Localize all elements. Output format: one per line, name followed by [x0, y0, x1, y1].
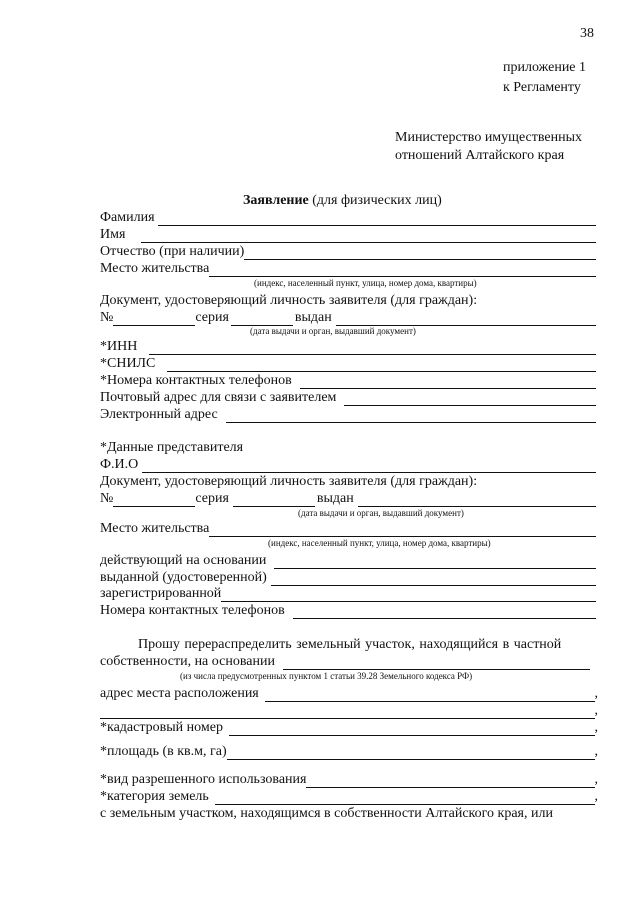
rep-residence-hint: (индекс, населенный пункт, улица, номер дома, квартиры) — [268, 538, 491, 548]
surname-field[interactable] — [100, 210, 596, 226]
land-category-label: *категория земель — [100, 789, 209, 804]
rep-residence-label: Место жительства — [100, 521, 210, 536]
address-cont-input-line[interactable] — [100, 706, 595, 719]
id-doc-row[interactable] — [100, 310, 596, 326]
patronymic-input-line[interactable] — [244, 247, 596, 260]
issued-cert-input-line[interactable] — [271, 573, 596, 586]
phones-input-line[interactable] — [300, 376, 596, 389]
acting-basis-label: действующий на основании — [100, 553, 267, 568]
request-last-line: с земельным участком, находящимся в собственности Алтайского края, или — [100, 806, 553, 821]
use-type-input-line[interactable] — [306, 775, 594, 788]
address-cont-field[interactable] — [100, 703, 598, 719]
residence-label: Место жительства — [100, 261, 210, 276]
rep-id-issued-label: выдан — [316, 491, 354, 506]
name-label: Имя — [100, 227, 126, 242]
id-issued-label: выдан — [294, 310, 332, 325]
snils-field[interactable] — [100, 356, 596, 372]
form-title — [243, 193, 442, 209]
cadastral-comma: , — [594, 720, 598, 735]
issued-cert-label: выданной (удостоверенной) — [100, 570, 267, 585]
area-field[interactable] — [100, 744, 598, 760]
rep-fio-field[interactable] — [100, 457, 596, 473]
area-input-line[interactable] — [227, 747, 595, 760]
rep-id-number-input-line[interactable] — [113, 494, 195, 507]
surname-label: Фамилия — [100, 210, 155, 225]
registered-label: зарегистрированной — [100, 586, 222, 601]
representative-header: *Данные представителя — [100, 440, 244, 455]
acting-basis-input-line[interactable] — [274, 556, 596, 569]
rep-residence-field[interactable] — [100, 521, 596, 537]
cadastral-input-line[interactable] — [229, 723, 595, 736]
patronymic-field[interactable] — [100, 244, 596, 260]
postal-field[interactable] — [100, 390, 596, 406]
use-type-field[interactable] — [100, 772, 598, 788]
cadastral-label: *кадастровый номер — [100, 720, 223, 735]
registered-input-line[interactable] — [221, 589, 596, 602]
rep-phones-input-line[interactable] — [293, 606, 596, 619]
request-basis-field[interactable] — [100, 654, 590, 670]
request-basis-hint: (из числа предусмотренных пунктом 1 статьи 39.28 Земельного кодекса РФ) — [180, 671, 473, 681]
residence-hint: (индекс, населенный пункт, улица, номер дома, квартиры) — [254, 278, 477, 288]
id-no-label: № — [100, 310, 114, 325]
id-issued-input-line[interactable] — [336, 313, 596, 326]
issued-cert-field[interactable] — [100, 570, 596, 586]
form-title-rest: (для физических лиц) — [308, 193, 442, 208]
rep-id-doc-label: Документ, удостоверяющий личность заявителя (для граждан): — [100, 474, 478, 489]
rep-id-no-label: № — [100, 491, 114, 506]
land-category-input-line[interactable] — [215, 792, 595, 805]
rep-phones-field[interactable] — [100, 603, 596, 619]
address-input-line[interactable] — [265, 689, 595, 702]
address-label: адрес места расположения — [100, 686, 259, 701]
rep-phones-label: Номера контактных телефонов — [100, 603, 285, 618]
inn-input-line[interactable] — [149, 342, 596, 355]
use-type-label: *вид разрешенного использования — [100, 772, 307, 787]
rep-id-series-input-line[interactable] — [233, 494, 315, 507]
postal-input-line[interactable] — [344, 393, 596, 406]
rep-id-issued-hint: (дата выдачи и орган, выдавший документ) — [298, 508, 464, 518]
registered-field[interactable] — [100, 586, 596, 602]
id-doc-label: Документ, удостоверяющий личность заявителя (для граждан): — [100, 293, 478, 308]
request-basis-label: собственности, на основании — [100, 654, 275, 669]
email-field[interactable] — [100, 407, 596, 423]
name-input-line[interactable] — [141, 230, 596, 243]
rep-id-series-label: серия — [195, 491, 229, 506]
form-title-bold: Заявление — [243, 193, 309, 208]
patronymic-label: Отчество (при наличии) — [100, 244, 245, 259]
address-comma: , — [594, 686, 598, 701]
postal-label: Почтовый адрес для связи с заявителем — [100, 390, 337, 405]
residence-input-line[interactable] — [209, 264, 596, 277]
surname-input-line[interactable] — [158, 213, 596, 226]
rep-id-issued-input-line[interactable] — [358, 494, 596, 507]
id-series-label: серия — [195, 310, 229, 325]
phones-label: *Номера контактных телефонов — [100, 373, 292, 388]
address-cont-comma: , — [594, 703, 598, 718]
id-series-input-line[interactable] — [231, 313, 293, 326]
residence-field[interactable] — [100, 261, 596, 277]
address-field[interactable] — [100, 686, 598, 702]
id-issued-hint: (дата выдачи и орган, выдавший документ) — [250, 326, 416, 336]
name-field[interactable] — [100, 227, 596, 243]
land-category-field[interactable] — [100, 789, 598, 805]
snils-label: *СНИЛС — [100, 356, 156, 371]
snils-input-line[interactable] — [167, 359, 596, 372]
appendix-line-2: к Регламенту — [503, 80, 581, 95]
rep-fio-label: Ф.И.О — [100, 457, 139, 472]
email-label: Электронный адрес — [100, 407, 218, 422]
request-basis-input-line[interactable] — [283, 657, 590, 670]
request-line-1: Прошу перераспределить земельный участок, находящийся в частной — [138, 637, 562, 652]
rep-residence-input-line[interactable] — [209, 524, 596, 537]
phones-field[interactable] — [100, 373, 596, 389]
rep-id-doc-row[interactable] — [100, 491, 596, 507]
acting-basis-field[interactable] — [100, 553, 596, 569]
use-type-comma: , — [594, 772, 598, 787]
appendix-line-1: приложение 1 — [503, 60, 587, 75]
email-input-line[interactable] — [226, 410, 596, 423]
inn-label: *ИНН — [100, 339, 138, 354]
page-number: 38 — [580, 26, 594, 41]
rep-fio-input-line[interactable] — [142, 460, 596, 473]
inn-field[interactable] — [100, 339, 596, 355]
id-number-input-line[interactable] — [113, 313, 195, 326]
recipient-line-1: Министерство имущественных — [395, 130, 582, 145]
recipient-line-2: отношений Алтайского края — [395, 148, 565, 163]
area-label: *площадь (в кв.м, га) — [100, 744, 227, 759]
area-comma: , — [594, 744, 598, 759]
land-category-comma: , — [594, 789, 598, 804]
cadastral-field[interactable] — [100, 720, 598, 736]
